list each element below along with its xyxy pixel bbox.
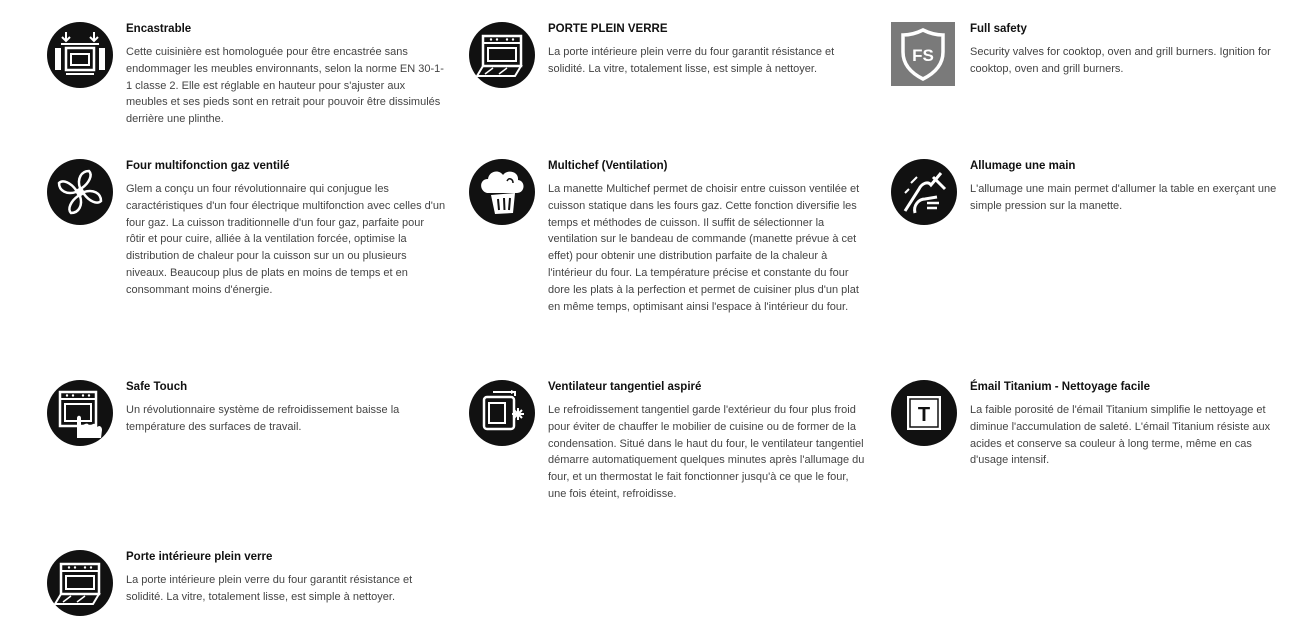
feature-title: Multichef (Ventilation) (548, 160, 668, 172)
titanium-enamel-icon (891, 380, 957, 446)
feature-title: Porte intérieure plein verre (126, 551, 273, 563)
feature-title: PORTE PLEIN VERRE (548, 23, 668, 35)
titanium-enamel-text: T (917, 404, 931, 426)
glass-door-icon (47, 550, 113, 616)
feature-description: La manette Multichef permet de choisir entre cuisson ventilée et cuisson statique dans les fours gaz. Cette fonction diversifie les temps et méthodes de cuisson. Il suffit de sélectionner la ventilation sur le bandeau de commande (manette prévue à cet effet) pour obtenir une distribution parfaite de la chaleur à l'intérieur du four. La température précise et constante du four dore les plats à la perfection et permet de cuisiner plus d'un plat en même temps, optimisant ainsi l'espace à l'intérieur du four. (548, 183, 860, 313)
feature-description: Un révolutionnaire système de refroidissement baisse la température des surfaces de travail. (126, 404, 400, 433)
feature-title: Four multifonction gaz ventilé (126, 160, 290, 172)
full-safety-shield-text: FS (912, 46, 934, 65)
feature-description: Security valves for cooktop, oven and grill burners. Ignition for cooktop, oven and grill burners. (970, 46, 1271, 75)
glass-door-icon (469, 22, 535, 88)
feature-description: Le refroidissement tangentiel garde l'extérieur du four plus froid pour éviter de chauffer le mobilier de cuisine ou de former de la condensation. Situé dans le haut du four, le ventilateur tangentiel démarre automatiquement quelques minutes après l'allumage du four, et un thermostat le fait fonctionner jusqu'à ce que le four, une fois éteint, refroidisse. (548, 404, 865, 500)
feature-title: Ventilateur tangentiel aspiré (548, 381, 702, 393)
feature-description: La porte intérieure plein verre du four garantit résistance et solidité. La vitre, totalement lisse, est simple à nettoyer. (548, 46, 835, 75)
feature-title: Safe Touch (126, 381, 188, 393)
feature-description: L'allumage une main permet d'allumer la table en exerçant une simple pression sur la manette. (970, 183, 1277, 212)
built-in-oven-icon (47, 22, 113, 88)
full-safety-shield-icon (891, 22, 955, 86)
feature-title: Émail Titanium - Nettoyage facile (970, 381, 1151, 393)
fan-icon (47, 159, 113, 225)
one-hand-ignition-icon (891, 159, 957, 225)
feature-description: La faible porosité de l'émail Titanium simplifie le nettoyage et diminue l'accumulation de saleté. L'émail Titanium résiste aux acides et conserve sa couleur à long terme, même en cas d'usage intensif. (970, 404, 1271, 467)
feature-description: Cette cuisinière est homologuée pour être encastrée sans endommager les meubles environnants, selon la norme EN 30-1-1 classe 2. Elle est réglable en hauteur pour s'ajuster aux meubles et ses pieds sont en retrait pour pouvoir être dissimulés derrière une plinthe. (126, 46, 444, 126)
feature-description: La porte intérieure plein verre du four garantit résistance et solidité. La vitre, totalement lisse, est simple à nettoyer. (126, 574, 413, 603)
feature-title: Allumage une main (970, 160, 1076, 172)
tangential-fan-icon (469, 380, 535, 446)
feature-title: Full safety (970, 23, 1027, 35)
safe-touch-icon (47, 380, 113, 446)
chef-hat-icon (469, 159, 535, 225)
feature-title: Encastrable (126, 23, 192, 35)
feature-description: Glem a conçu un four révolutionnaire qui conjugue les caractéristiques d'un four électrique multifonction avec celles d'un four gaz. La cuisson traditionnelle d'un four gaz, parfaite pour rôtir et pour cuire, alliée à la ventilation forcée, optimise la distribution de chaleur pour la cuisson sur un ou plusieurs niveaux. Beaucoup plus de plats en moins de temps et en consommant moins d'énergie. (126, 183, 446, 296)
